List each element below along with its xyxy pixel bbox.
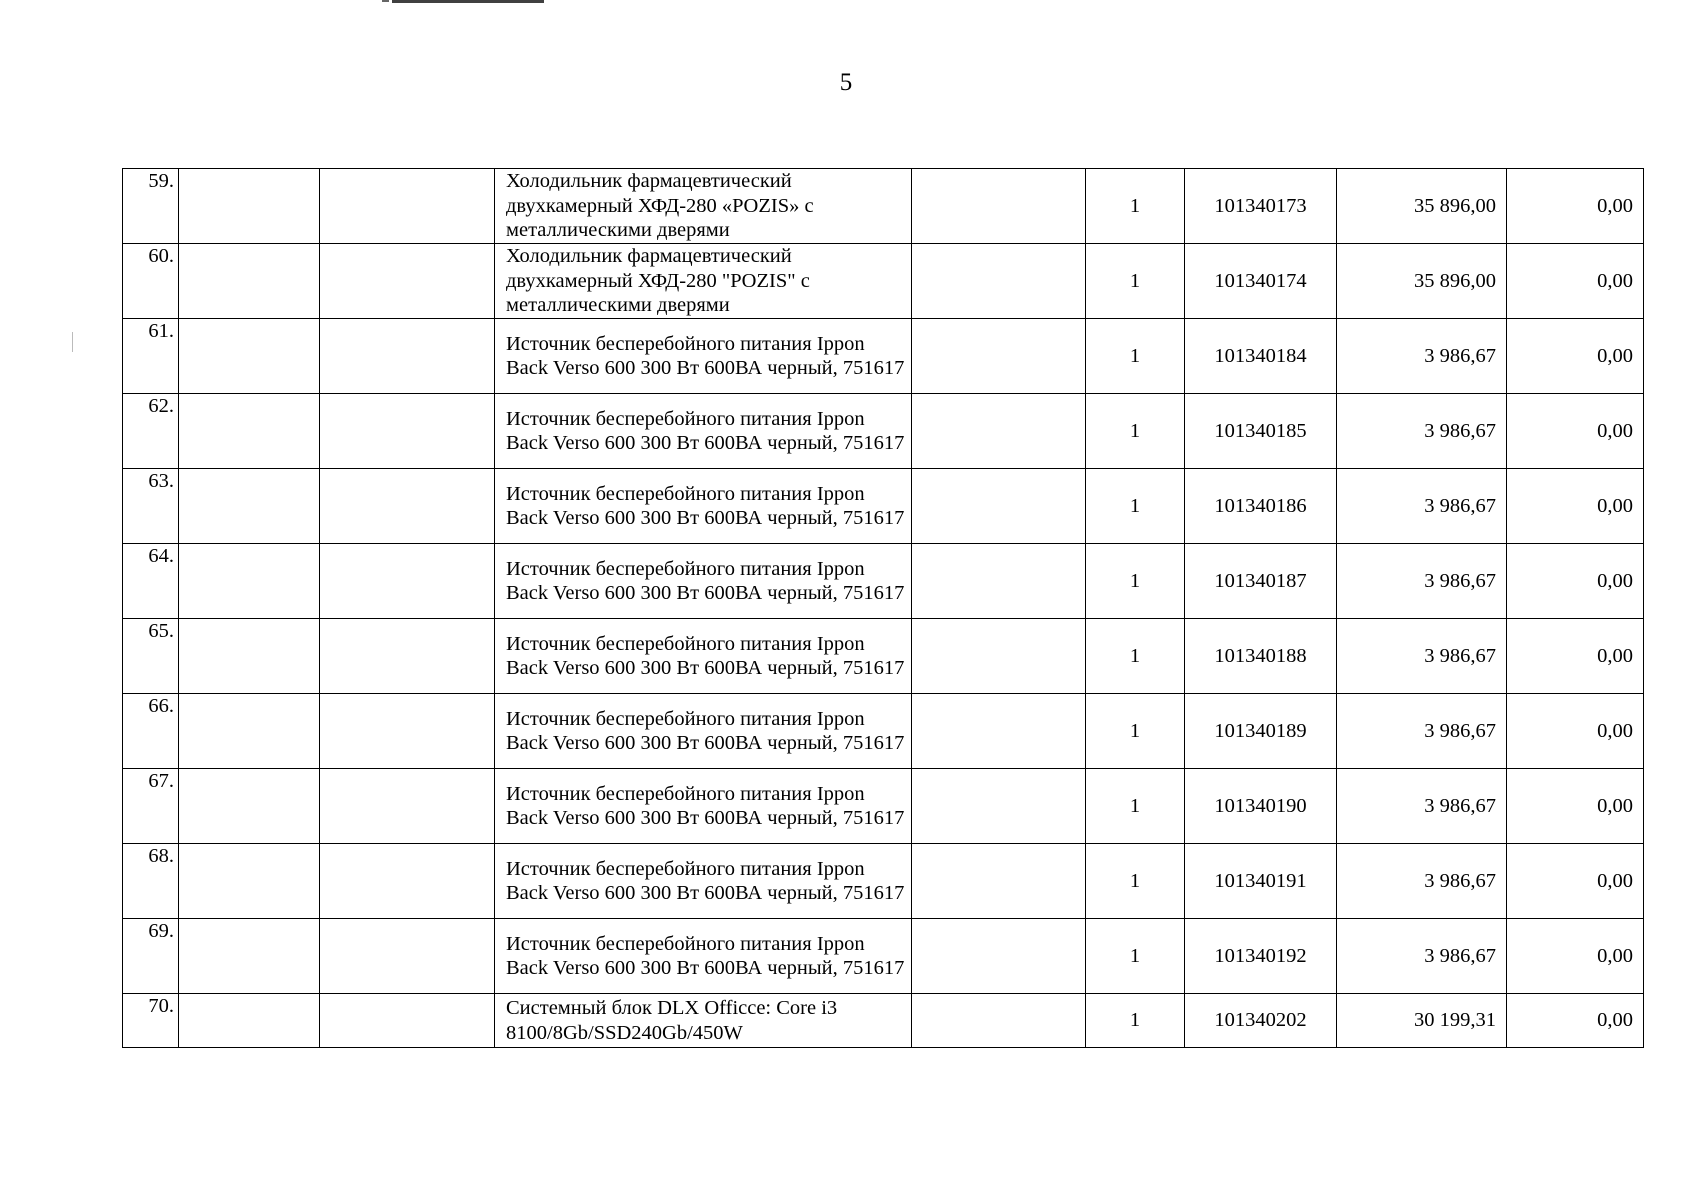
empty-cell-2: [320, 469, 495, 544]
quantity-cell: 1: [1086, 319, 1185, 394]
cost-cell: 3 986,67: [1337, 469, 1507, 544]
inventory-number-cell: 101340184: [1185, 319, 1337, 394]
quantity-cell: 1: [1086, 994, 1185, 1048]
empty-cell-1: [179, 919, 320, 994]
inventory-number-cell: 101340185: [1185, 394, 1337, 469]
scan-mark-dot: [382, 0, 389, 2]
empty-cell-3: [912, 544, 1086, 619]
empty-cell-3: [912, 244, 1086, 319]
item-name-cell: Источник бесперебойного питания Ippon Back Verso 600 300 Вт 600ВА черный, 751617: [495, 769, 912, 844]
row-number-cell: 60.: [123, 244, 179, 319]
item-name-cell: Источник бесперебойного питания Ippon Back Verso 600 300 Вт 600ВА черный, 751617: [495, 469, 912, 544]
table-row: [123, 244, 1644, 319]
residual-value-cell: 0,00: [1507, 169, 1644, 244]
row-number-cell: 61.: [123, 319, 179, 394]
empty-cell-1: [179, 994, 320, 1048]
scan-mark-line: [392, 0, 544, 3]
empty-cell-1: [179, 619, 320, 694]
item-name-cell: Источник бесперебойного питания Ippon Back Verso 600 300 Вт 600ВА черный, 751617: [495, 319, 912, 394]
empty-cell-2: [320, 769, 495, 844]
inventory-table: [122, 168, 1644, 1048]
cost-cell: 35 896,00: [1337, 169, 1507, 244]
inventory-number-cell: 101340188: [1185, 619, 1337, 694]
empty-cell-2: [320, 169, 495, 244]
empty-cell-1: [179, 544, 320, 619]
scan-margin-artifact: [72, 332, 73, 352]
row-number-cell: 66.: [123, 694, 179, 769]
empty-cell-2: [320, 844, 495, 919]
empty-cell-2: [320, 319, 495, 394]
cost-cell: 3 986,67: [1337, 319, 1507, 394]
empty-cell-3: [912, 619, 1086, 694]
quantity-cell: 1: [1086, 694, 1185, 769]
residual-value-cell: 0,00: [1507, 619, 1644, 694]
item-name-cell: Источник бесперебойного питания Ippon Back Verso 600 300 Вт 600ВА черный, 751617: [495, 619, 912, 694]
quantity-cell: 1: [1086, 544, 1185, 619]
table-row: [123, 319, 1644, 394]
residual-value-cell: 0,00: [1507, 694, 1644, 769]
residual-value-cell: 0,00: [1507, 394, 1644, 469]
cost-cell: 3 986,67: [1337, 694, 1507, 769]
table-row: [123, 619, 1644, 694]
inventory-number-cell: 101340189: [1185, 694, 1337, 769]
table-row: [123, 469, 1644, 544]
cost-cell: 3 986,67: [1337, 544, 1507, 619]
row-number-cell: 67.: [123, 769, 179, 844]
empty-cell-1: [179, 469, 320, 544]
empty-cell-1: [179, 694, 320, 769]
quantity-cell: 1: [1086, 469, 1185, 544]
row-number-cell: 65.: [123, 619, 179, 694]
inventory-number-cell: 101340190: [1185, 769, 1337, 844]
empty-cell-3: [912, 919, 1086, 994]
cost-cell: 30 199,31: [1337, 994, 1507, 1048]
residual-value-cell: 0,00: [1507, 244, 1644, 319]
item-name-cell: Источник бесперебойного питания Ippon Back Verso 600 300 Вт 600ВА черный, 751617: [495, 919, 912, 994]
empty-cell-2: [320, 919, 495, 994]
cost-cell: 35 896,00: [1337, 244, 1507, 319]
item-name-cell: Холодильник фармацевтический двухкамерный ХФД-280 «POZIS» с металлическими дверями: [495, 169, 912, 244]
quantity-cell: 1: [1086, 919, 1185, 994]
residual-value-cell: 0,00: [1507, 919, 1644, 994]
quantity-cell: 1: [1086, 394, 1185, 469]
row-number-cell: 70.: [123, 994, 179, 1048]
table-row: [123, 394, 1644, 469]
cost-cell: 3 986,67: [1337, 919, 1507, 994]
page-number: 5: [839, 69, 853, 96]
residual-value-cell: 0,00: [1507, 844, 1644, 919]
table-row: [123, 169, 1644, 244]
table-row: [123, 919, 1644, 994]
empty-cell-2: [320, 544, 495, 619]
inventory-number-cell: 101340202: [1185, 994, 1337, 1048]
empty-cell-2: [320, 394, 495, 469]
item-name-cell: Холодильник фармацевтический двухкамерный ХФД-280 "POZIS" с металлическими дверями: [495, 244, 912, 319]
item-name-cell: Источник бесперебойного питания Ippon Back Verso 600 300 Вт 600ВА черный, 751617: [495, 694, 912, 769]
empty-cell-1: [179, 169, 320, 244]
empty-cell-2: [320, 244, 495, 319]
empty-cell-1: [179, 319, 320, 394]
empty-cell-1: [179, 769, 320, 844]
empty-cell-3: [912, 469, 1086, 544]
inventory-number-cell: 101340186: [1185, 469, 1337, 544]
item-name-cell: Источник бесперебойного питания Ippon Back Verso 600 300 Вт 600ВА черный, 751617: [495, 394, 912, 469]
quantity-cell: 1: [1086, 244, 1185, 319]
empty-cell-2: [320, 994, 495, 1048]
empty-cell-1: [179, 844, 320, 919]
item-name-cell: Источник бесперебойного питания Ippon Back Verso 600 300 Вт 600ВА черный, 751617: [495, 844, 912, 919]
row-number-cell: 69.: [123, 919, 179, 994]
empty-cell-1: [179, 244, 320, 319]
table-row: [123, 844, 1644, 919]
cost-cell: 3 986,67: [1337, 394, 1507, 469]
residual-value-cell: 0,00: [1507, 469, 1644, 544]
residual-value-cell: 0,00: [1507, 544, 1644, 619]
residual-value-cell: 0,00: [1507, 769, 1644, 844]
empty-cell-3: [912, 169, 1086, 244]
table-row: [123, 994, 1644, 1048]
empty-cell-3: [912, 769, 1086, 844]
row-number-cell: 63.: [123, 469, 179, 544]
cost-cell: 3 986,67: [1337, 769, 1507, 844]
row-number-cell: 68.: [123, 844, 179, 919]
inventory-number-cell: 101340173: [1185, 169, 1337, 244]
inventory-number-cell: 101340187: [1185, 544, 1337, 619]
row-number-cell: 64.: [123, 544, 179, 619]
inventory-number-cell: 101340192: [1185, 919, 1337, 994]
quantity-cell: 1: [1086, 619, 1185, 694]
empty-cell-3: [912, 994, 1086, 1048]
residual-value-cell: 0,00: [1507, 994, 1644, 1048]
quantity-cell: 1: [1086, 769, 1185, 844]
item-name-cell: Системный блок DLX Officce: Core i3 8100/8Gb/SSD240Gb/450W: [495, 994, 912, 1048]
item-name-cell: Источник бесперебойного питания Ippon Back Verso 600 300 Вт 600ВА черный, 751617: [495, 544, 912, 619]
table-row: [123, 694, 1644, 769]
empty-cell-1: [179, 394, 320, 469]
empty-cell-3: [912, 694, 1086, 769]
table-row: [123, 769, 1644, 844]
empty-cell-2: [320, 694, 495, 769]
row-number-cell: 59.: [123, 169, 179, 244]
inventory-number-cell: 101340174: [1185, 244, 1337, 319]
table-row: [123, 544, 1644, 619]
empty-cell-3: [912, 394, 1086, 469]
cost-cell: 3 986,67: [1337, 619, 1507, 694]
inventory-table-body: [123, 169, 1644, 1048]
empty-cell-2: [320, 619, 495, 694]
quantity-cell: 1: [1086, 169, 1185, 244]
empty-cell-3: [912, 844, 1086, 919]
quantity-cell: 1: [1086, 844, 1185, 919]
residual-value-cell: 0,00: [1507, 319, 1644, 394]
cost-cell: 3 986,67: [1337, 844, 1507, 919]
empty-cell-3: [912, 319, 1086, 394]
inventory-number-cell: 101340191: [1185, 844, 1337, 919]
row-number-cell: 62.: [123, 394, 179, 469]
